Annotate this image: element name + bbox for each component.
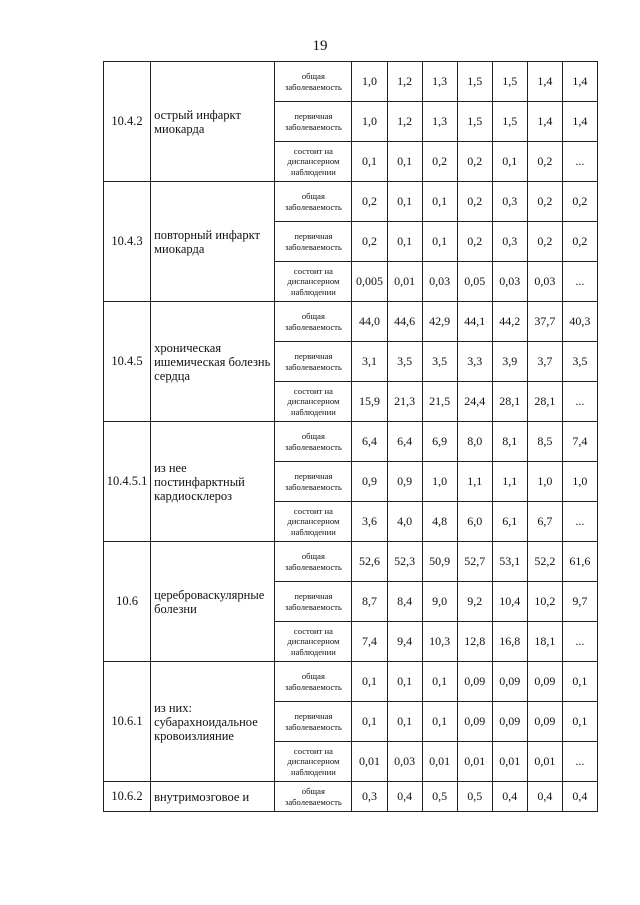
value-cell: 44,1	[457, 302, 492, 342]
indicator-label: общая заболеваемость	[275, 62, 352, 102]
value-cell: 0,1	[562, 702, 597, 742]
indicator-label: первичная заболеваемость	[275, 222, 352, 262]
table-row	[104, 62, 598, 102]
value-cell: 7,4	[562, 422, 597, 462]
value-cell: 1,0	[562, 462, 597, 502]
value-cell: 15,9	[352, 382, 387, 422]
value-cell: 21,3	[387, 382, 422, 422]
value-cell: 0,09	[492, 702, 527, 742]
table-row	[104, 302, 598, 342]
value-cell: 9,0	[422, 582, 457, 622]
value-cell: 10,2	[527, 582, 562, 622]
value-cell: 0,1	[387, 662, 422, 702]
value-cell: 6,0	[457, 502, 492, 542]
value-cell: 1,4	[562, 62, 597, 102]
indicator-label: состоит на диспансерном наблюдении	[275, 502, 352, 542]
value-cell: 1,0	[352, 62, 387, 102]
indicator-label: общая заболеваемость	[275, 302, 352, 342]
value-cell: 0,1	[492, 142, 527, 182]
value-cell: 0,1	[387, 222, 422, 262]
value-cell: 6,9	[422, 422, 457, 462]
value-cell: ...	[562, 502, 597, 542]
disease-name: хроническая ишемическая болезнь сердца	[151, 302, 275, 422]
value-cell: 0,2	[422, 142, 457, 182]
value-cell: 3,3	[457, 342, 492, 382]
value-cell: ...	[562, 142, 597, 182]
value-cell: 0,1	[422, 702, 457, 742]
indicator-label: первичная заболеваемость	[275, 342, 352, 382]
value-cell: 0,2	[457, 222, 492, 262]
value-cell: 0,03	[527, 262, 562, 302]
value-cell: 9,4	[387, 622, 422, 662]
value-cell: 1,0	[352, 102, 387, 142]
value-cell: 7,4	[352, 622, 387, 662]
indicator-label: общая заболеваемость	[275, 182, 352, 222]
table-row	[104, 182, 598, 222]
indicator-label: состоит на диспансерном наблюдении	[275, 742, 352, 782]
section-code: 10.4.2	[104, 62, 151, 182]
section-code: 10.4.5.1	[104, 422, 151, 542]
table-row	[104, 422, 598, 462]
value-cell: 0,3	[352, 782, 387, 812]
value-cell: 0,1	[352, 142, 387, 182]
value-cell: 18,1	[527, 622, 562, 662]
value-cell: 0,2	[562, 182, 597, 222]
value-cell: 0,5	[422, 782, 457, 812]
value-cell: 53,1	[492, 542, 527, 582]
value-cell: 1,0	[422, 462, 457, 502]
value-cell: 0,05	[457, 262, 492, 302]
value-cell: 0,1	[352, 702, 387, 742]
value-cell: 1,4	[562, 102, 597, 142]
value-cell: 0,3	[492, 182, 527, 222]
value-cell: 0,2	[457, 142, 492, 182]
value-cell: 4,0	[387, 502, 422, 542]
value-cell: 6,4	[352, 422, 387, 462]
indicator-label: общая заболеваемость	[275, 422, 352, 462]
value-cell: 28,1	[492, 382, 527, 422]
value-cell: 0,1	[352, 662, 387, 702]
value-cell: 0,1	[387, 702, 422, 742]
value-cell: 0,2	[352, 222, 387, 262]
value-cell: 1,1	[457, 462, 492, 502]
value-cell: 61,6	[562, 542, 597, 582]
value-cell: 0,1	[387, 182, 422, 222]
value-cell: 8,7	[352, 582, 387, 622]
disease-name: острый инфаркт миокарда	[151, 62, 275, 182]
value-cell: 0,2	[562, 222, 597, 262]
value-cell: 6,1	[492, 502, 527, 542]
value-cell: 0,2	[457, 182, 492, 222]
value-cell: 44,0	[352, 302, 387, 342]
value-cell: 0,2	[527, 182, 562, 222]
value-cell: 0,4	[527, 782, 562, 812]
value-cell: ...	[562, 262, 597, 302]
value-cell: 0,2	[527, 222, 562, 262]
value-cell: 1,4	[527, 102, 562, 142]
value-cell: 1,0	[527, 462, 562, 502]
value-cell: 9,2	[457, 582, 492, 622]
value-cell: 8,0	[457, 422, 492, 462]
value-cell: 1,5	[457, 62, 492, 102]
value-cell: 6,7	[527, 502, 562, 542]
value-cell: 0,01	[352, 742, 387, 782]
value-cell: 0,01	[492, 742, 527, 782]
value-cell: 0,2	[527, 142, 562, 182]
value-cell: 1,3	[422, 102, 457, 142]
page-number: 19	[312, 38, 328, 54]
indicator-label: состоит на диспансерном наблюдении	[275, 262, 352, 302]
indicator-label: первичная заболеваемость	[275, 462, 352, 502]
value-cell: 4,8	[422, 502, 457, 542]
value-cell: 50,9	[422, 542, 457, 582]
disease-name: из них: субарахноидальное кровоизлияние	[151, 662, 275, 782]
value-cell: 0,2	[352, 182, 387, 222]
value-cell: 0,03	[492, 262, 527, 302]
value-cell: 1,5	[492, 102, 527, 142]
table-row	[104, 542, 598, 582]
value-cell: 0,4	[562, 782, 597, 812]
table-row	[104, 662, 598, 702]
value-cell: 0,09	[457, 702, 492, 742]
value-cell: 1,5	[457, 102, 492, 142]
value-cell: 0,09	[527, 702, 562, 742]
value-cell: 8,1	[492, 422, 527, 462]
value-cell: 0,4	[492, 782, 527, 812]
disease-name: повторный инфаркт миокарда	[151, 182, 275, 302]
disease-name: внутримозговое и	[151, 782, 275, 812]
value-cell: 0,09	[457, 662, 492, 702]
value-cell: 0,3	[492, 222, 527, 262]
value-cell: 12,8	[457, 622, 492, 662]
indicator-label: первичная заболеваемость	[275, 102, 352, 142]
indicator-label: состоит на диспансерном наблюдении	[275, 622, 352, 662]
indicator-label: состоит на диспансерном наблюдении	[275, 382, 352, 422]
value-cell: 3,6	[352, 502, 387, 542]
value-cell: 0,1	[422, 182, 457, 222]
value-cell: 1,2	[387, 62, 422, 102]
value-cell: 6,4	[387, 422, 422, 462]
value-cell: 10,3	[422, 622, 457, 662]
indicator-label: общая заболеваемость	[275, 662, 352, 702]
table-row	[104, 782, 598, 812]
value-cell: 16,8	[492, 622, 527, 662]
value-cell: 10,4	[492, 582, 527, 622]
indicator-label: общая заболеваемость	[275, 542, 352, 582]
value-cell: 0,01	[422, 742, 457, 782]
value-cell: 0,1	[387, 142, 422, 182]
value-cell: ...	[562, 382, 597, 422]
indicator-label: первичная заболеваемость	[275, 702, 352, 742]
indicator-label: общая заболеваемость	[275, 782, 352, 812]
value-cell: 1,1	[492, 462, 527, 502]
value-cell: 0,09	[492, 662, 527, 702]
value-cell: 0,9	[352, 462, 387, 502]
value-cell: 0,1	[422, 662, 457, 702]
value-cell: 0,005	[352, 262, 387, 302]
value-cell: 8,5	[527, 422, 562, 462]
value-cell: 0,4	[387, 782, 422, 812]
indicator-label: первичная заболеваемость	[275, 582, 352, 622]
value-cell: 0,01	[387, 262, 422, 302]
section-code: 10.6	[104, 542, 151, 662]
value-cell: 0,03	[422, 262, 457, 302]
section-code: 10.4.5	[104, 302, 151, 422]
value-cell: 1,3	[422, 62, 457, 102]
value-cell: 0,01	[457, 742, 492, 782]
disease-name: из нее постинфарктный кардиосклероз	[151, 422, 275, 542]
value-cell: 28,1	[527, 382, 562, 422]
value-cell: 44,6	[387, 302, 422, 342]
value-cell: 52,7	[457, 542, 492, 582]
morbidity-table	[103, 61, 598, 812]
value-cell: 52,6	[352, 542, 387, 582]
value-cell: 9,7	[562, 582, 597, 622]
section-code: 10.6.1	[104, 662, 151, 782]
value-cell: 0,03	[387, 742, 422, 782]
value-cell: 3,5	[562, 342, 597, 382]
value-cell: 3,1	[352, 342, 387, 382]
value-cell: 44,2	[492, 302, 527, 342]
disease-name: цереброваскулярные болезни	[151, 542, 275, 662]
value-cell: 0,1	[562, 662, 597, 702]
value-cell: 21,5	[422, 382, 457, 422]
value-cell: 3,7	[527, 342, 562, 382]
value-cell: 52,2	[527, 542, 562, 582]
value-cell: 0,1	[422, 222, 457, 262]
indicator-label: состоит на диспансерном наблюдении	[275, 142, 352, 182]
value-cell: 0,01	[527, 742, 562, 782]
section-code: 10.4.3	[104, 182, 151, 302]
value-cell: 3,9	[492, 342, 527, 382]
value-cell: 8,4	[387, 582, 422, 622]
value-cell: 0,9	[387, 462, 422, 502]
value-cell: 1,5	[492, 62, 527, 102]
value-cell: 37,7	[527, 302, 562, 342]
value-cell: 24,4	[457, 382, 492, 422]
value-cell: 3,5	[422, 342, 457, 382]
value-cell: 1,4	[527, 62, 562, 102]
value-cell: 40,3	[562, 302, 597, 342]
value-cell: 52,3	[387, 542, 422, 582]
value-cell: ...	[562, 742, 597, 782]
value-cell: 0,5	[457, 782, 492, 812]
value-cell: 1,2	[387, 102, 422, 142]
value-cell: 3,5	[387, 342, 422, 382]
value-cell: 0,09	[527, 662, 562, 702]
value-cell: ...	[562, 622, 597, 662]
section-code: 10.6.2	[104, 782, 151, 812]
value-cell: 42,9	[422, 302, 457, 342]
